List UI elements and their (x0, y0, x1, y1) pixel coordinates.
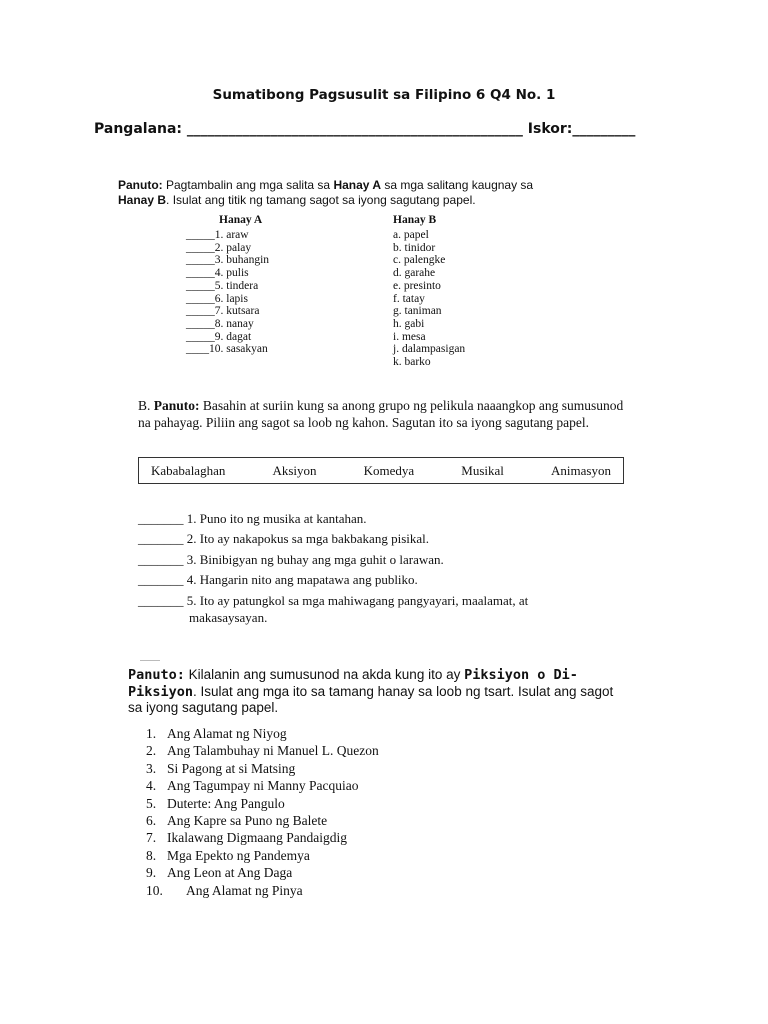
list-item: _____3. buhangin (186, 254, 270, 267)
list-item (146, 742, 379, 759)
instruction-label: Panuto: (118, 178, 163, 192)
score-label: Iskor:_________ (527, 121, 636, 137)
question-item: _______ 3. Binibigyan ng buhay ang mga guhit o larawan. (138, 552, 444, 567)
instruction-label: Panuto: (153, 398, 200, 413)
list-item: _____9. dagat (186, 330, 252, 343)
list-item: g. taniman (393, 305, 442, 318)
instruction-bold: Hanay B (118, 193, 167, 207)
choice-item: Aksiyon (272, 462, 317, 478)
section3-list (146, 725, 379, 899)
page-title: Sumatibong Pagsusulit sa Filipino 6 Q4 No. 1 (212, 87, 556, 103)
list-item (146, 760, 379, 777)
choice-item: Kababalaghan (151, 462, 226, 478)
instruction-text: . Isulat ang mga ito sa tamang hanay sa loob ng tsart. Isulat ang sagot sa iyong sagutang papel. (128, 683, 614, 715)
name-label: Pangalana: ________________________________________________ (94, 121, 523, 137)
list-item: a. papel (393, 229, 429, 241)
item-text: Ang Alamat ng Niyog (167, 726, 287, 741)
choice-item: Animasyon (551, 462, 611, 478)
list-item: _____4. pulis (186, 267, 249, 280)
column-b-list (393, 229, 465, 369)
item-text: Ang Leon at Ang Daga (167, 865, 293, 881)
item-number: 1. (146, 726, 157, 741)
choice-item: Komedya (363, 462, 415, 478)
item-number: 6. (146, 813, 157, 829)
choice-item: Musikal (461, 462, 504, 478)
item-number: 5. (146, 795, 157, 811)
item-text: Ang Kapre sa Puno ng Balete (167, 813, 328, 829)
item-number: 7. (146, 830, 157, 846)
item-number: 3. (146, 760, 157, 776)
list-item: j. dalampasigan (393, 343, 466, 356)
choices-box (138, 457, 624, 484)
section-prefix: B. (138, 398, 154, 413)
list-item: _____5. tindera (186, 279, 259, 292)
item-number: 10. (146, 882, 163, 898)
instruction-text: . Isulat ang titik ng tamang sagot sa iyong sagutang papel. (166, 193, 476, 207)
instruction-bold: Piksiyon o Di-Piksiyon (128, 667, 578, 700)
list-item (146, 882, 379, 899)
question-item: _______ 2. Ito ay nakapokus sa mga bakbakang pisikal. (138, 531, 429, 546)
item-text: Si Pagong at si Matsing (167, 760, 296, 776)
list-item: c. palengke (393, 254, 446, 267)
item-text: Ang Talambuhay ni Manuel L. Quezon (167, 743, 379, 759)
list-item: _____8. nanay (186, 317, 254, 330)
item-text: Mga Epekto ng Pandemya (167, 847, 310, 863)
item-number: 8. (146, 847, 157, 863)
instruction-bold: Hanay A (333, 178, 382, 192)
section1-instruction (118, 178, 578, 208)
divider (140, 660, 160, 661)
list-item (146, 812, 379, 829)
list-item (146, 829, 379, 846)
item-number: 9. (146, 865, 157, 881)
instruction-text: Basahin at suriin kung sa anong grupo ng pelikula naaangkop ang sumusunod na pahayag. Piliin ang sagot sa loob ng kahon. Sagutan ito sa iyong sagutang papel. (138, 398, 624, 430)
instruction-label: Panuto: (128, 667, 185, 683)
question-item: _______ 5. Ito ay patungkol sa mga mahiwagang pangyayari, maalamat, at (138, 593, 529, 608)
list-item: k. barko (393, 356, 431, 369)
list-item: i. mesa (393, 330, 426, 343)
question-item: _______ 1. Puno ito ng musika at kantahan. (138, 511, 367, 526)
column-a-heading: Hanay A (219, 214, 263, 226)
section2-instruction (138, 398, 628, 431)
instruction-text: Pagtambalin ang mga salita sa (162, 178, 334, 192)
list-item: f. tatay (393, 292, 425, 305)
item-number: 2. (146, 743, 157, 759)
list-item: _____7. kutsara (186, 305, 260, 318)
instruction-text: sa mga salitang kaugnay sa (381, 178, 534, 192)
section3-instruction (128, 667, 628, 717)
list-item (146, 847, 379, 864)
column-a-list (186, 229, 269, 356)
item-text: Ang Alamat ng Pinya (186, 882, 303, 898)
question-item: _______ 4. Hangarin nito ang mapatawa ang publiko. (138, 572, 418, 587)
list-item: _____2. palay (186, 241, 252, 254)
list-item (146, 777, 379, 794)
instruction-text: Kilalanin ang sumusunod na akda kung ito ay (184, 667, 465, 682)
list-item: _____6. lapis (186, 292, 248, 305)
column-b-heading: Hanay B (393, 214, 437, 226)
list-item: b. tinidor (393, 241, 436, 254)
item-number: 4. (146, 778, 157, 794)
list-item (146, 725, 379, 742)
list-item: ____10. sasakyan (186, 343, 268, 356)
list-item (146, 795, 379, 812)
list-item: e. presinto (393, 279, 441, 292)
question-item-continuation: makasaysayan. (189, 610, 268, 625)
item-text: Ikalawang Digmaang Pandaigdig (167, 830, 347, 846)
item-text: Ang Tagumpay ni Manny Pacquiao (167, 778, 359, 794)
item-text: Duterte: Ang Pangulo (167, 795, 285, 811)
name-score-row (94, 121, 654, 137)
list-item (146, 864, 379, 881)
list-item: h. gabi (393, 317, 425, 330)
list-item: d. garahe (393, 267, 436, 280)
list-item: _____1. araw (186, 229, 249, 241)
